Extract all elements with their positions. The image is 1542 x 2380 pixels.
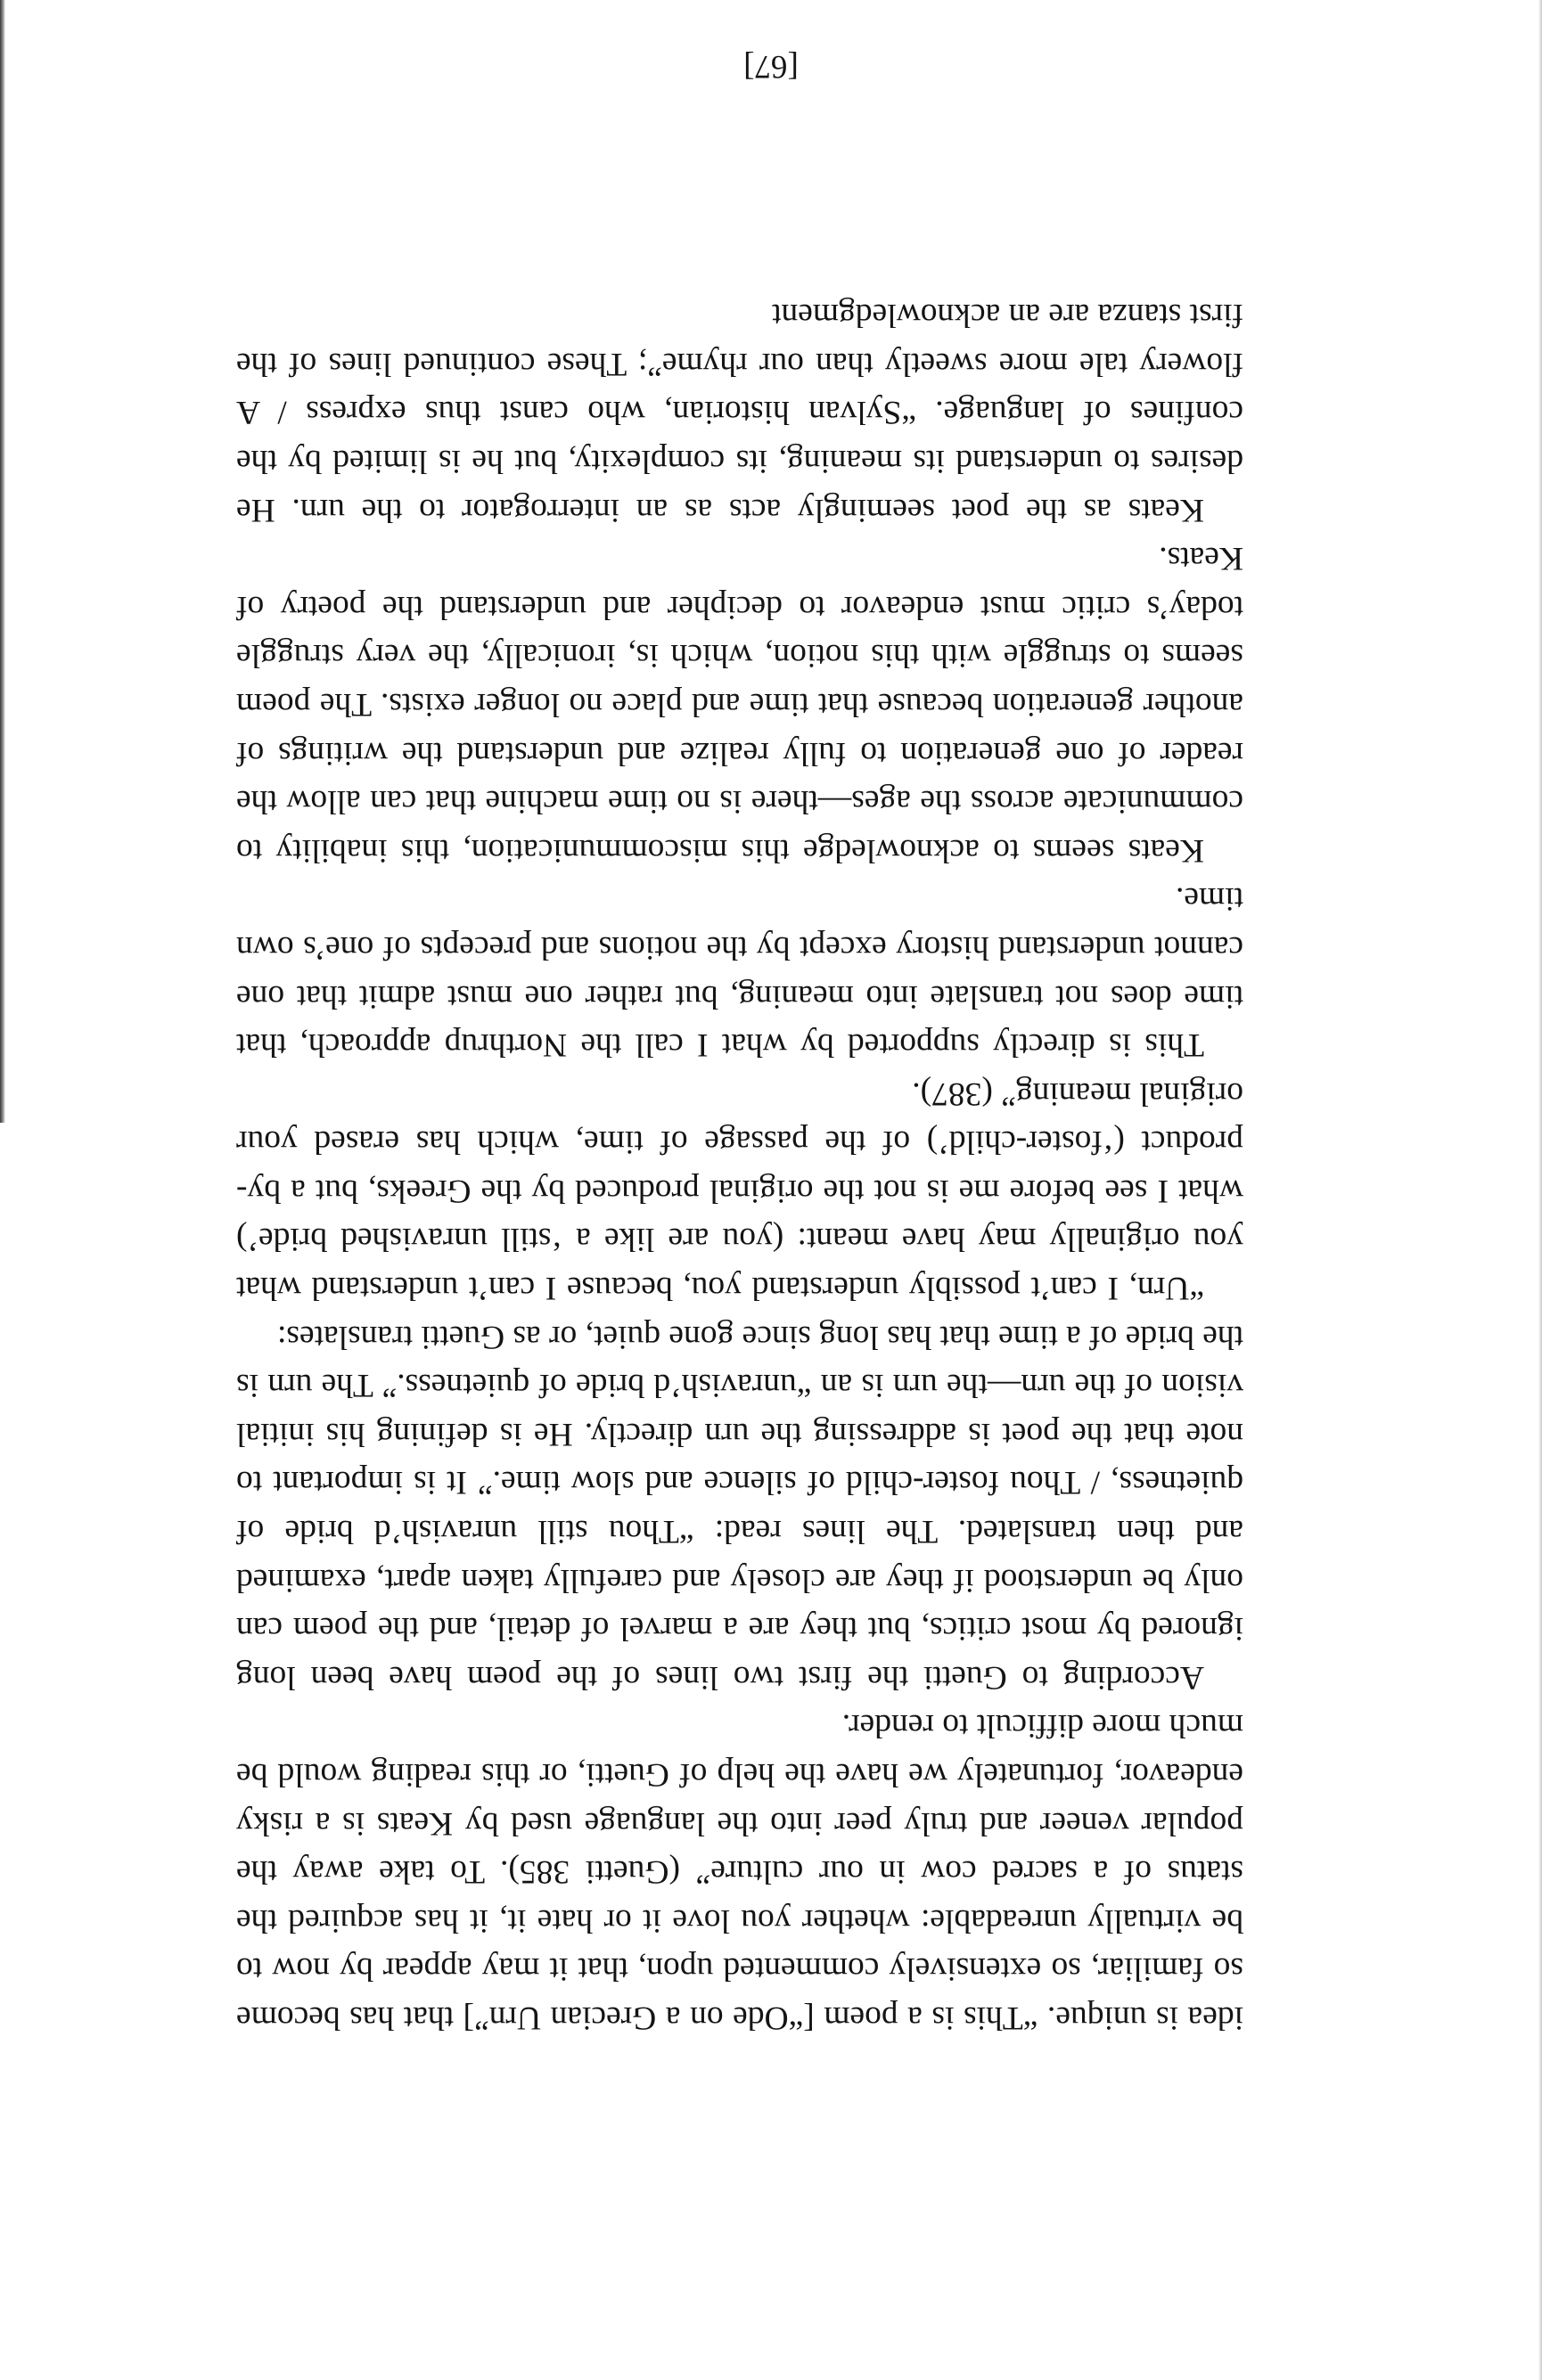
page-number: [67] (743, 48, 799, 85)
paragraph-3: This is directly supported by what I call the Northrup approach, that time does not translate into meaning, but rather one must admit that one cannot understand history except by the notions and precepts of one’s own time. (236, 880, 1243, 1064)
paragraph-2: According to Guetti the first two lines of the poem have been long ignored by most critics, but they are a marvel of detail, and the poem can only be understood if they are closely and carefully taken apart, examined and then translated. The lines read: “Thou still unravish’d bride of quietness, / Thou foster-child of silence and slow time.” It is important to note that the poet is addressing the urn directly. He is defining his initial vision of the urn—the urn is an “unravish’d bride of quietness.” The urn is the bride of a time that has long since gone quiet, or as Guetti translates: (236, 1318, 1243, 1696)
paragraph-4: Keats seems to acknowledge this miscommunication, this inability to communicate across the ages—there is no time machine that can allow the reader of one generation to fully realize and understand the writings of another generation because that time and place no longer exists. The poem seems to struggle with this notion, which is, ironically, the very struggle today’s critic must endeavor to decipher and understand the poetry of Keats. (236, 540, 1243, 869)
body-text (236, 290, 1243, 2041)
block-quote: “Urn, I can’t possibly understand you, because I can’t understand what you originally may have meant: (you are like a ‘still unravished bride’) what I see before me is not the original produced by the Greeks, but a by-product (‘foster-child’) of the passage of time, which has erased your original meaning” (387). (236, 1075, 1243, 1307)
paragraph-1: idea is unique. “This is a poem [“Ode on a Grecian Urn”] that has become so familiar, so extensively commented upon, that it may appear by now to be virtually unreadable: whether you love it or hate it, it has acquired the status of a sacred cow in our culture” (Guetti 385). To take away the popular veneer and truly peer into the language used by Keats is a risky endeavor, fortunately we have the help of Guetti, or this reading would be much more difficult to render. (236, 1707, 1243, 2036)
paragraph-5: Keats as the poet seemingly acts as an interrogator to the urn. He desires to understand its meaning, its complexity, but he is limited by the confines of language. “Sylvan historian, who canst thus express / A flowery tale more sweetly than our rhyme”; These continued lines of the first stanza are an acknowledgment (236, 297, 1243, 528)
